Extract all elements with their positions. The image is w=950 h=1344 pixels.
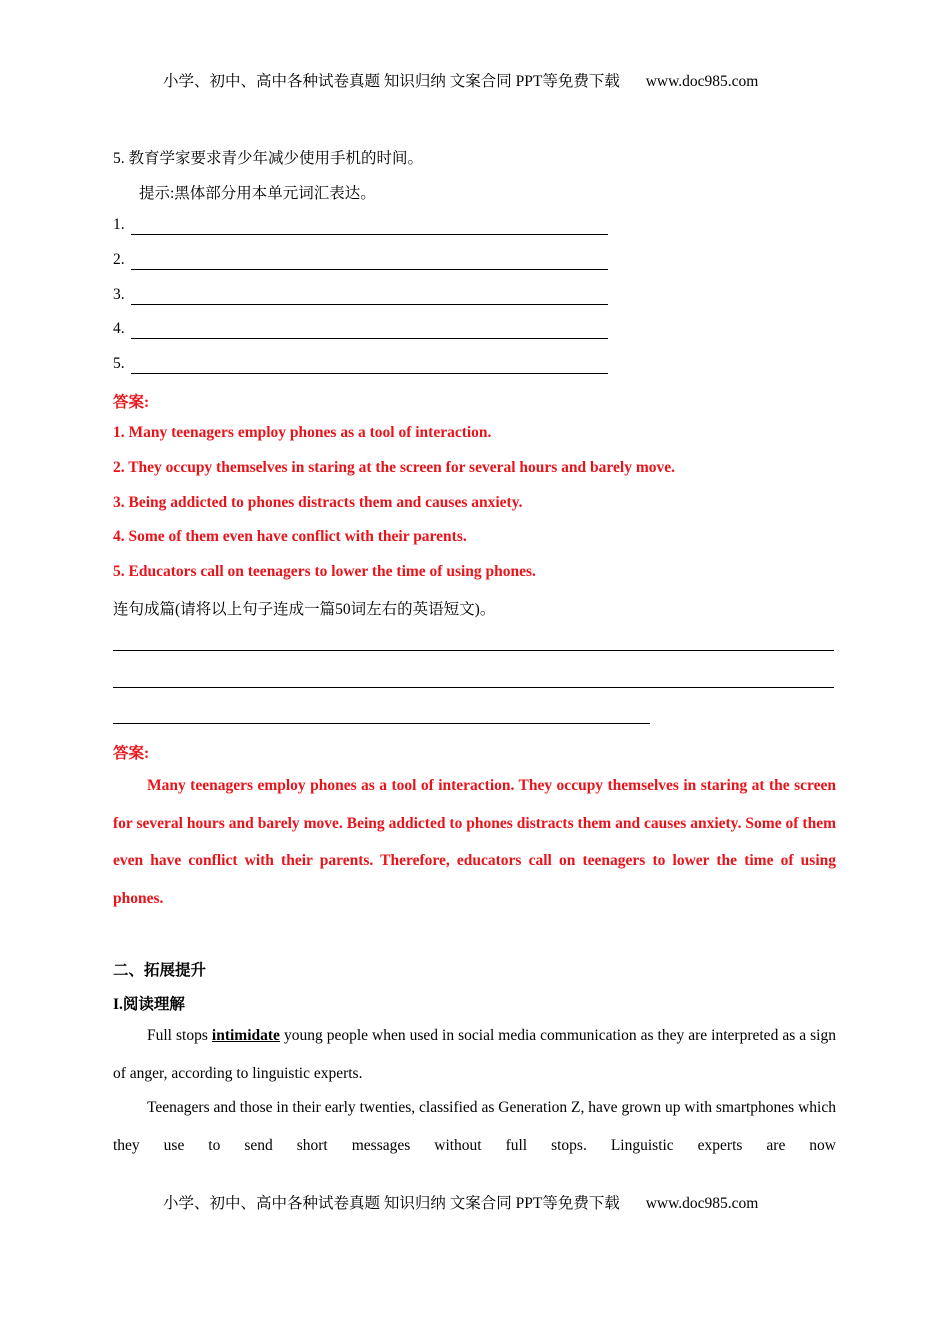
blank-number: 3. <box>113 286 125 303</box>
keyword-intimidate: intimidate <box>211 1027 280 1044</box>
blank-number: 1. <box>113 216 125 233</box>
footer-text: 小学、初中、高中各种试卷真题 知识归纳 文案合同 PPT等免费下载 <box>163 1195 620 1212</box>
hint-text: 提示:黑体部分用本单元词汇表达。 <box>139 185 376 202</box>
footer-url[interactable]: www.doc985.com <box>645 1195 759 1212</box>
reading-p1-before: Full stops <box>147 1027 212 1044</box>
page-footer <box>163 1191 758 1213</box>
blank-line[interactable] <box>131 304 608 305</box>
subsection-title: I.阅读理解 <box>113 996 185 1013</box>
prompt-item-5: 5. 教育学家要求青少年减少使用手机的时间。 <box>113 150 424 167</box>
answer-1: 1. Many teenagers employ phones as a tool of interaction. <box>113 424 492 441</box>
composition-line[interactable] <box>113 687 834 688</box>
composition-line[interactable] <box>113 723 650 724</box>
answer-label: 答案: <box>113 394 150 411</box>
header-url[interactable]: www.doc985.com <box>645 73 759 90</box>
composition-answer: Many teenagers employ phones as a tool of interaction. They occupy themselves in staring at the screen for several hours and barely move. Being addicted to phones distracts them and causes anxiety. Some of them even have conflict with their parents. Therefore, educators call on teenagers to lower the time of using phones. <box>113 777 836 907</box>
answer-4: 4. Some of them even have conflict with their parents. <box>113 528 467 545</box>
reading-p1-after: young people when used in social media communication as they are interpreted as a sign of anger, according to linguistic experts. <box>113 1027 836 1082</box>
reading-paragraph-2: Teenagers and those in their early twenties, classified as Generation Z, have grown up with smartphones which they use to send short messages without full stops. Linguistic experts are now <box>113 1099 836 1154</box>
blank-line[interactable] <box>131 269 608 270</box>
blank-number: 2. <box>113 251 125 268</box>
composition-line[interactable] <box>113 650 834 651</box>
blank-line[interactable] <box>131 338 608 339</box>
blank-line[interactable] <box>131 373 608 374</box>
blank-number: 4. <box>113 320 125 337</box>
answer-5: 5. Educators call on teenagers to lower the time of using phones. <box>113 563 536 580</box>
header-text: 小学、初中、高中各种试卷真题 知识归纳 文案合同 PPT等免费下载 <box>163 73 620 90</box>
answer-2: 2. They occupy themselves in staring at the screen for several hours and barely move. <box>113 459 675 476</box>
page-header <box>163 69 758 91</box>
answer-label-2: 答案: <box>113 745 150 762</box>
blank-number: 5. <box>113 355 125 372</box>
blank-line[interactable] <box>131 234 608 235</box>
answer-3: 3. Being addicted to phones distracts them and causes anxiety. <box>113 494 523 511</box>
composition-instruction: 连句成篇(请将以上句子连成一篇50词左右的英语短文)。 <box>113 601 496 618</box>
reading-paragraph-1 <box>113 1017 836 1092</box>
section-title: 二、拓展提升 <box>113 962 207 979</box>
